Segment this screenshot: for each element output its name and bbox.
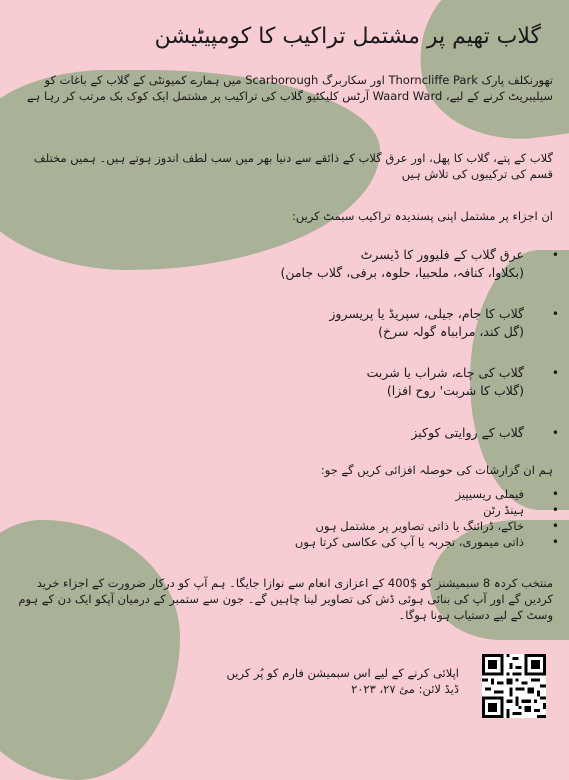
bullet-icon: • bbox=[551, 503, 559, 517]
intro-paragraph: تھورنکلف پارک Thorncliffe Park اور سکاربرگ Scarborough میں ہمارے کمیونٹی کے گلاب کے باغات کو سیلیبریٹ کرنے کے لیے، Waard Ward آرٹس کلیکٹیو گلاب کی تراکیب پر مشتمل ایک کوک بک مرتب کر رہا ہے bbox=[26, 73, 553, 103]
bullet-icon: • bbox=[551, 248, 559, 262]
apply-instruction: اپلائی کرنے کے لیے اس سبمیشن فارم کو پُر کریں bbox=[226, 666, 459, 680]
encourage-list-item bbox=[194, 535, 559, 550]
deadline: ڈیڈ لائن: مئ ۲۷، ۲۰۲۳ bbox=[351, 682, 459, 696]
apply-block bbox=[159, 665, 459, 697]
ingredient-list-item bbox=[194, 364, 559, 400]
bullet-icon: • bbox=[551, 307, 559, 321]
ingredient-examples: (بکلاوا، کنافہ، ملحبیا، حلوہ، برفی، گلاب جامن) bbox=[280, 265, 524, 280]
qr-code-graphic bbox=[482, 654, 546, 718]
ingredient-list-item bbox=[194, 305, 559, 341]
ingredient-examples: (گل کند، مرابباہ گولہ سرخ) bbox=[378, 324, 524, 339]
bullet-icon: • bbox=[551, 519, 559, 533]
encourage-text: خاکے، ڈرائنگ یا ذاتی تصاویر پر مشتمل ہوں bbox=[315, 519, 524, 533]
bullet-icon: • bbox=[551, 487, 559, 501]
award-paragraph: منتخب کردہ 8 سبمیشنز کو $400 کے اعزازی انعام سے نوازا جایگا۔ ہم آپ کو درکار ضرورت کے اجزاء خرید کردیں گے اور آپ کی بنائی ہوئی ڈش کی تصاویر لینا چاہیں گے۔ جون سے ستمبر کے درمیان آپکو ایک دن کے ہوم وسٹ کے لیے دستیاب ہونا ہوگا۔ bbox=[18, 576, 553, 622]
encourage-text: ذاتی میموری، تجربہ یا آپ کی عکاسی کرتا ہوں bbox=[294, 535, 524, 549]
flavor-paragraph: گلاب کے پتے، گلاب کا پھل، اور عرق گلاب کے ذائقے سے دنیا بھر میں سب لطف اندوز ہوتے ہیں۔ ہمیں مختلف قسم کی ترکیبوں کی تلاش ہیں bbox=[33, 151, 553, 181]
ingredient-title: گلاب کا جام، جیلی، سپریڈ یا پریسروز bbox=[329, 306, 524, 321]
ingredient-examples: (گلاب کا شربت' روح افزا) bbox=[386, 383, 524, 398]
qr-code-icon[interactable] bbox=[482, 654, 546, 718]
encourage-text: ہینڈ رٹن bbox=[483, 503, 524, 517]
page-title: گلاب تھیم پر مشتمل تراکیب کا کومپیٹیشن bbox=[154, 24, 541, 49]
bullet-icon: • bbox=[551, 535, 559, 549]
encourage-list-item bbox=[194, 519, 559, 534]
encourage-list-item bbox=[194, 503, 559, 518]
encourage-heading: ہم ان گزارشات کی حوصلہ افزائی کریں گے جو: bbox=[320, 463, 553, 477]
bullet-icon: • bbox=[551, 366, 559, 380]
ingredient-title: عرق گلاب کے فلیوور کا ڈیسرٹ bbox=[360, 247, 524, 262]
bullet-icon: • bbox=[551, 426, 559, 440]
ingredient-title: گلاب کی چاے، شراب یا شربت bbox=[366, 365, 524, 380]
ingredient-title: گلاب کے روایتی کوکیز bbox=[411, 425, 524, 440]
encourage-text: فیملی ریسیپیز bbox=[455, 487, 524, 501]
submit-instruction: ان اجزاء پر مشتمل اپنی پسندیدہ تراکیب سبمٹ کریں: bbox=[292, 209, 553, 223]
encourage-list-item bbox=[194, 487, 559, 502]
ingredient-list-item bbox=[194, 246, 559, 282]
ingredient-list-item bbox=[194, 424, 559, 442]
